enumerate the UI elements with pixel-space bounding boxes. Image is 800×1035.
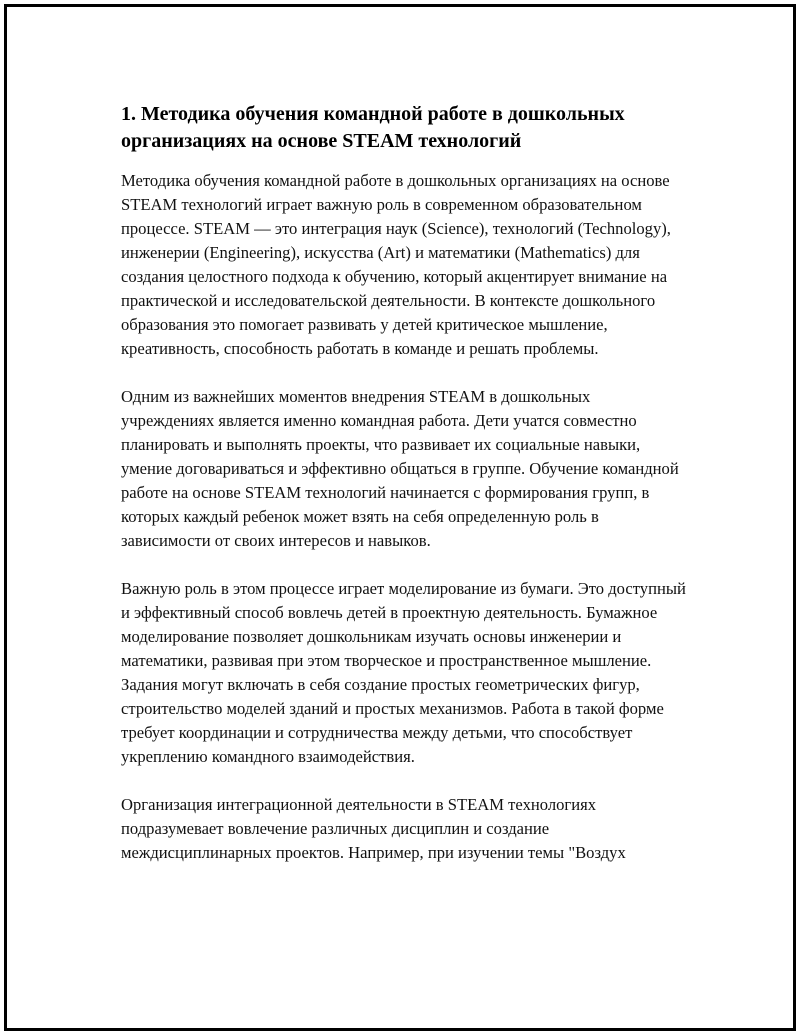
paragraph-4: Организация интеграционной деятельности в STEAM технологиях подразумевает вовлечение различных дисциплин и создание междисциплинарных проектов. Например, при изучении темы "Воздух (121, 795, 626, 862)
section-heading: 1. Методика обучения командной работе в дошкольных организациях на основе STEAM технологий (121, 103, 625, 152)
document-body (121, 101, 687, 889)
document-page (4, 4, 796, 1031)
paragraph-2: Одним из важнейших моментов внедрения STEAM в дошкольных учреждениях является именно командная работа. Дети учатся совместно планировать и выполнять проекты, что развивает их социальные навыки, умение договариваться и эффективно общаться в группе. Обучение командной работе на основе STEAM технологий начинается с формирования групп, в которых каждый ребенок может взять на себя определенную роль в зависимости от своих интересов и навыков. (121, 387, 679, 550)
paragraph-3: Важную роль в этом процессе играет моделирование из бумаги. Это доступный и эффективный способ вовлечь детей в проектную деятельность. Бумажное моделирование позволяет дошкольникам изучать основы инженерии и математики, развивая при этом творческое и пространственное мышление. Задания могут включать в себя создание простых геометрических фигур, строительство моделей зданий и простых механизмов. Работа в такой форме требует координации и сотрудничества между детьми, что способствует укреплению командного взаимодействия. (121, 579, 686, 766)
paragraph-1: Методика обучения командной работе в дошкольных организациях на основе STEAM технологий играет важную роль в современном образовательном процессе. STEAM — это интеграция наук (Science), технологий (Technology), инженерии (Engineering), искусства (Art) и математики (Mathematics) для создания целостного подхода к обучению, который акцентирует внимание на практической и исследовательской деятельности. В контексте дошкольного образования это помогает развивать у детей критическое мышление, креативность, способность работать в команде и решать проблемы. (121, 171, 671, 358)
